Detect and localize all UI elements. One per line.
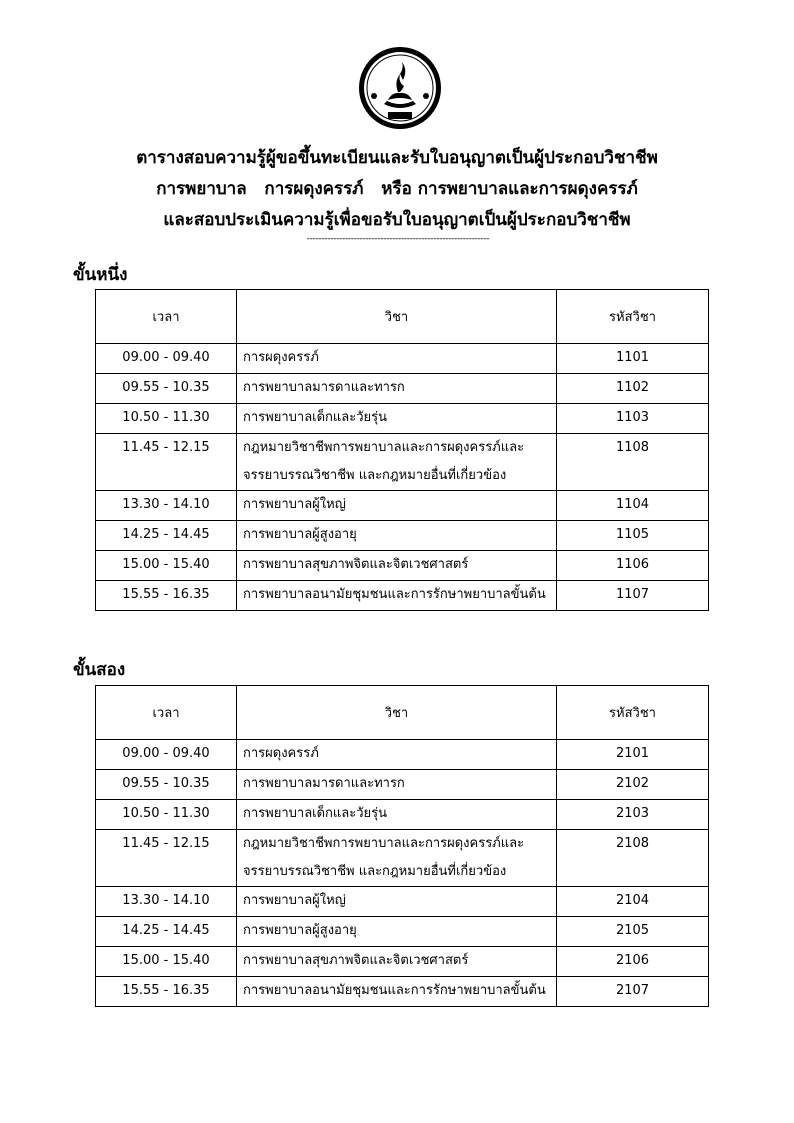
- row-subject-line-1: กฎหมายวิชาชีพการพยาบาลและการผดุงครรภ์และ: [243, 440, 525, 455]
- table-row: [96, 344, 709, 374]
- row-code: 2104: [557, 887, 709, 917]
- column-header-code: รหัสวิชา: [557, 290, 709, 344]
- row-subject: การพยาบาลผู้สูงอายุ: [237, 917, 557, 947]
- table-row: [96, 374, 709, 404]
- row-code: 1104: [557, 491, 709, 521]
- table-row: [96, 581, 709, 611]
- row-code: 1102: [557, 374, 709, 404]
- row-code: 2101: [557, 740, 709, 770]
- nursing-council-logo: [358, 46, 442, 130]
- document-title-line-3: และสอบประเมินความรู้เพื่อขอรับใบอนุญาตเป็นผู้ประกอบวิชาชีพ: [163, 210, 631, 230]
- table-row: [96, 917, 709, 947]
- row-time: 15.00 - 15.40: [96, 947, 237, 977]
- table-row: [96, 947, 709, 977]
- row-time: 15.55 - 16.35: [96, 581, 237, 611]
- table-header-row: [96, 686, 709, 740]
- document-title-line-2: การพยาบาล การผดุงครรภ์ หรือ การพยาบาลและการผดุงครรภ์: [156, 179, 638, 199]
- row-time: 13.30 - 14.10: [96, 491, 237, 521]
- row-time: 09.55 - 10.35: [96, 374, 237, 404]
- row-code: 2102: [557, 770, 709, 800]
- schedule-table-level-1: [95, 289, 709, 611]
- row-time: 11.45 - 12.15: [96, 830, 237, 887]
- row-code: 2107: [557, 977, 709, 1007]
- row-subject: การพยาบาลอนามัยชุมชนและการรักษาพยาบาลขั้นต้น: [237, 977, 557, 1007]
- row-subject: [237, 830, 557, 887]
- row-subject: การพยาบาลสุขภาพจิตและจิตเวชศาสตร์: [237, 551, 557, 581]
- row-subject-line-1: กฎหมายวิชาชีพการพยาบาลและการผดุงครรภ์และ: [243, 836, 525, 851]
- row-subject: [237, 434, 557, 491]
- row-time: 09.00 - 09.40: [96, 344, 237, 374]
- column-header-time: เวลา: [96, 686, 237, 740]
- row-code: 2106: [557, 947, 709, 977]
- row-time: 15.55 - 16.35: [96, 977, 237, 1007]
- row-code: 1101: [557, 344, 709, 374]
- column-header-subject: วิชา: [237, 290, 557, 344]
- column-header-subject: วิชา: [237, 686, 557, 740]
- table-row: [96, 977, 709, 1007]
- row-code: 1108: [557, 434, 709, 491]
- row-subject-line-2: จรรยาบรรณวิชาชีพ และกฎหมายอื่นที่เกี่ยวข้อง: [243, 864, 507, 879]
- row-code: 2108: [557, 830, 709, 887]
- row-time: 14.25 - 14.45: [96, 521, 237, 551]
- table-row: [96, 830, 709, 887]
- row-time: 09.00 - 09.40: [96, 740, 237, 770]
- column-header-time: เวลา: [96, 290, 237, 344]
- schedule-table-level-2: [95, 685, 709, 1007]
- row-subject: การพยาบาลมารดาและทารก: [237, 770, 557, 800]
- row-subject: การพยาบาลเด็กและวัยรุ่น: [237, 404, 557, 434]
- row-subject: การพยาบาลอนามัยชุมชนและการรักษาพยาบาลขั้นต้น: [237, 581, 557, 611]
- table-row: [96, 434, 709, 491]
- table-row: [96, 887, 709, 917]
- document-title-line-1: ตารางสอบความรู้ผู้ขอขึ้นทะเบียนและรับใบอนุญาตเป็นผู้ประกอบวิชาชีพ: [136, 148, 658, 168]
- row-time: 10.50 - 11.30: [96, 404, 237, 434]
- row-time: 13.30 - 14.10: [96, 887, 237, 917]
- row-code: 2103: [557, 800, 709, 830]
- table-row: [96, 551, 709, 581]
- row-code: 2105: [557, 917, 709, 947]
- title-divider: --------------------------------------------------------------: [306, 234, 490, 244]
- row-subject: การผดุงครรภ์: [237, 344, 557, 374]
- row-subject: การพยาบาลผู้ใหญ่: [237, 491, 557, 521]
- row-subject: การพยาบาลเด็กและวัยรุ่น: [237, 800, 557, 830]
- table-row: [96, 770, 709, 800]
- row-subject: การผดุงครรภ์: [237, 740, 557, 770]
- table-row: [96, 491, 709, 521]
- row-time: 10.50 - 11.30: [96, 800, 237, 830]
- row-subject: การพยาบาลมารดาและทารก: [237, 374, 557, 404]
- column-header-code: รหัสวิชา: [557, 686, 709, 740]
- row-code: 1107: [557, 581, 709, 611]
- table-row: [96, 800, 709, 830]
- row-subject: การพยาบาลสุขภาพจิตและจิตเวชศาสตร์: [237, 947, 557, 977]
- row-time: 11.45 - 12.15: [96, 434, 237, 491]
- row-code: 1105: [557, 521, 709, 551]
- row-subject: การพยาบาลผู้สูงอายุ: [237, 521, 557, 551]
- row-subject-line-2: จรรยาบรรณวิชาชีพ และกฎหมายอื่นที่เกี่ยวข้อง: [243, 468, 507, 483]
- row-time: 15.00 - 15.40: [96, 551, 237, 581]
- row-code: 1103: [557, 404, 709, 434]
- row-subject: การพยาบาลผู้ใหญ่: [237, 887, 557, 917]
- table-row: [96, 740, 709, 770]
- table-row: [96, 404, 709, 434]
- row-time: 09.55 - 10.35: [96, 770, 237, 800]
- section-title-level-1: ขั้นหนึ่ง: [73, 265, 128, 285]
- table-header-row: [96, 290, 709, 344]
- table-row: [96, 521, 709, 551]
- row-time: 14.25 - 14.45: [96, 917, 237, 947]
- section-title-level-2: ขั้นสอง: [73, 660, 126, 680]
- row-code: 1106: [557, 551, 709, 581]
